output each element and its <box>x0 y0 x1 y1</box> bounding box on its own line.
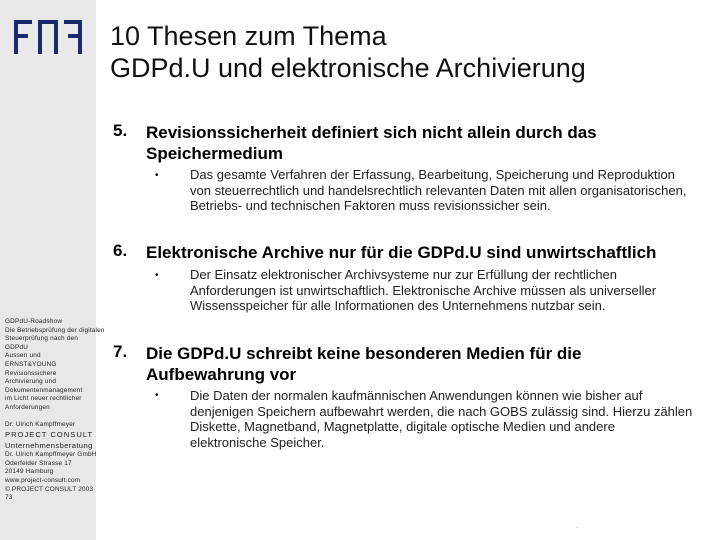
bullet: • <box>155 390 159 401</box>
sidebar-line: Steuerprüfung nach den <box>5 335 78 343</box>
bullet: • <box>155 170 159 181</box>
sidebar-text <box>5 318 105 503</box>
sidebar-line: Revisionssichere <box>5 369 57 377</box>
sidebar-author: Dr. Ulrich Kampffmeyer <box>5 420 76 428</box>
sidebar <box>0 0 105 540</box>
sidebar-company: PROJECT CONSULT <box>5 430 94 440</box>
project-consult-logo <box>14 20 82 54</box>
sidebar-line: im Licht neuer rechtlicher <box>5 395 82 403</box>
footer-mark: . <box>576 521 579 530</box>
sidebar-line: Aussen und <box>5 352 41 360</box>
bullet: • <box>155 270 159 281</box>
page-title <box>110 20 586 84</box>
item-number: 7. <box>113 342 128 361</box>
title-line: 10 Thesen zum Thema <box>110 21 387 51</box>
item-text: Der Einsatz elektronischer Archivsysteme nur zur Erfüllung der rechtlichen Anforderungen ist unwirtschaftlich. Elektronische Archive müssen als universeller Wissensspeicher für alle Informationen des Unternehmens nutzbar sein. <box>190 267 657 314</box>
sidebar-address: 20149 Hamburg <box>5 468 54 476</box>
item-number: 6. <box>113 241 128 260</box>
sidebar-copyright: © PROJECT CONSULT 2003 <box>5 485 94 493</box>
item-heading: Die GDPd.U schreibt keine besonderen Medien für die Aufbewahrung vor <box>146 344 582 384</box>
sidebar-address: Oderfelder Strasse 17 <box>5 459 72 467</box>
sidebar-line: GDPdU-Roadshow <box>5 318 63 325</box>
item-heading: Revisionssicherheit definiert sich nicht allein durch das Speichermedium <box>146 123 597 163</box>
sidebar-line: Die Betriebsprüfung der digitalen <box>5 326 105 334</box>
sidebar-company-sub: Unternehmensberatung <box>5 441 93 451</box>
sidebar-link[interactable]: www.project-consult.com <box>5 476 81 484</box>
title-line: GDPd.U und elektronische Archivierung <box>110 53 586 83</box>
item-heading: Elektronische Archive nur für die GDPd.U sind unwirtschaftlich <box>146 243 657 262</box>
item-text: Die Daten der normalen kaufmännischen Anwendungen können wie bisher auf denjenigen Speichern aufbewahrt werden, die nach GOBS zulässig sind. Hierzu zählen Diskette, Magnetband, Magnetplatte, digitale optische Medien und andere elektronische Speicher. <box>190 388 693 450</box>
sidebar-line: Archivierung und <box>5 378 57 386</box>
sidebar-line: Anforderungen <box>5 403 50 411</box>
sidebar-line: Dokumentenmanagement <box>5 386 83 394</box>
page-number: 73 <box>5 494 13 502</box>
sidebar-address: Dr. Ulrich Kampffmeyer GmbH <box>5 451 97 459</box>
sidebar-line: GDPdU <box>5 343 29 351</box>
sidebar-line: ERNST&YOUNG <box>5 360 57 368</box>
item-number: 5. <box>113 121 128 140</box>
item-text: Das gesamte Verfahren der Erfassung, Bearbeitung, Speicherung und Reproduktion von steuerrechtlich und handelsrechtlich relevanten Daten mit allen organisatorischen, Betriebs- und technischen Faktoren muss revisionssicher sein. <box>190 167 687 214</box>
